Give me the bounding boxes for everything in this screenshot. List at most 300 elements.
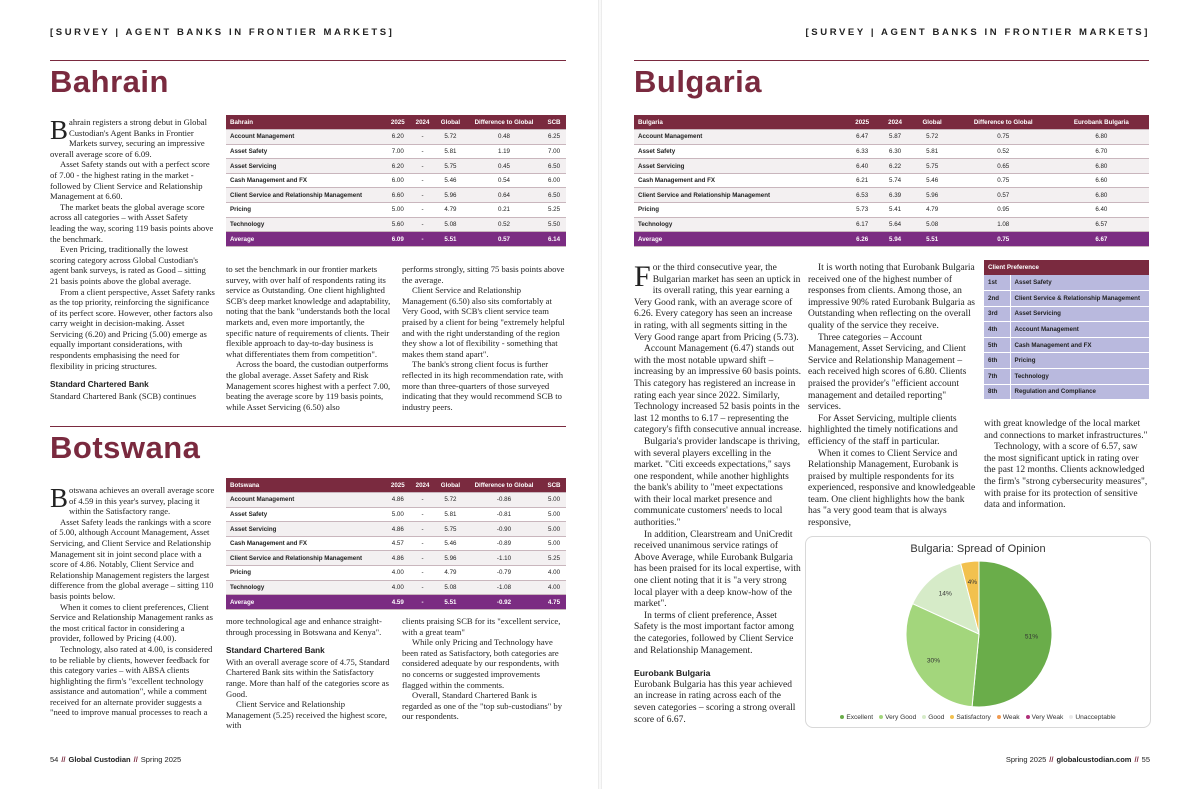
table-cell: 6.00 bbox=[385, 173, 410, 188]
table-cell: 5.75 bbox=[435, 522, 466, 537]
legend-label: Very Weak bbox=[1031, 714, 1064, 721]
column-header: Bulgaria bbox=[634, 115, 846, 130]
paragraph: Bulgaria's provider landscape is thriving, with several players excelling in the market. "Citi exceeds expectations," says one respondent, while another highlights the bank's ability to "meet expectations with their local market presence and communicate customers' needs to local authorities." bbox=[634, 436, 801, 529]
table-cell: 0.64 bbox=[466, 188, 542, 203]
table-row bbox=[634, 159, 1149, 174]
table-cell: - bbox=[410, 493, 435, 508]
table-cell: Account Management bbox=[226, 493, 385, 508]
table-cell: 0.48 bbox=[466, 130, 542, 145]
table-cell: 5.00 bbox=[542, 536, 566, 551]
preference-category: Technology bbox=[1010, 369, 1149, 385]
preference-rank: 2nd bbox=[984, 291, 1010, 307]
page-number: 55 bbox=[1141, 755, 1150, 764]
table-cell: 4.86 bbox=[385, 551, 410, 566]
table-cell: 6.80 bbox=[1054, 130, 1149, 145]
table-cell: 4.59 bbox=[385, 595, 410, 610]
issue-date: Spring 2025 bbox=[1005, 755, 1047, 764]
legend-swatch bbox=[922, 715, 926, 719]
table-cell: Technology bbox=[634, 217, 846, 232]
table-row bbox=[634, 173, 1149, 188]
table-cell: -1.10 bbox=[466, 551, 542, 566]
table-cell: 4.79 bbox=[435, 203, 466, 218]
average-row bbox=[226, 595, 566, 610]
bulgaria-title: Bulgaria bbox=[634, 64, 763, 99]
bulgaria-score-table bbox=[634, 115, 1149, 247]
table-cell: 6.22 bbox=[879, 159, 912, 174]
pie-chart bbox=[806, 537, 1152, 729]
column-header: 2024 bbox=[410, 115, 435, 130]
legend-item bbox=[922, 714, 944, 721]
average-row bbox=[634, 232, 1149, 247]
table-cell: 6.80 bbox=[1054, 159, 1149, 174]
table-cell: - bbox=[410, 595, 435, 610]
table-row bbox=[226, 493, 566, 508]
table-cell: 0.75 bbox=[953, 232, 1054, 247]
table-cell: 7.00 bbox=[542, 144, 566, 159]
paragraph: The bank's strong client focus is further reflected in its high recommendation rate, with more than three-quarters of those surveyed indicating that they would recommend SCB to industry peers. bbox=[402, 359, 564, 412]
table-cell: 7.00 bbox=[385, 144, 410, 159]
table-cell: 4.75 bbox=[542, 595, 566, 610]
page-number: 54 bbox=[50, 755, 59, 764]
paragraph: Asset Safety leads the rankings with a score of 5.00, although Account Management, Asset Servicing, and Client Service and Relationship Management sit in joint second place with a score of 4.86. Notably, Client Service and Relationship Management registers the largest difference from the global average – sitting 110 basis points below. bbox=[50, 516, 214, 601]
table-cell: 5.51 bbox=[435, 232, 466, 247]
issue-date: Spring 2025 bbox=[140, 755, 182, 764]
table-cell: - bbox=[410, 536, 435, 551]
legend-swatch bbox=[950, 715, 954, 719]
table-cell: Asset Servicing bbox=[226, 522, 385, 537]
column-header: Difference to Global bbox=[466, 478, 542, 493]
table-cell: 6.40 bbox=[846, 159, 879, 174]
paragraph: With an overall average score of 4.75, Standard Chartered Bank sits within the Satisfactory range. More than half of the categories score as Good. bbox=[226, 656, 390, 699]
bulgaria-column-1 bbox=[634, 260, 802, 726]
preference-rank: 5th bbox=[984, 337, 1010, 353]
legend-label: Good bbox=[928, 714, 945, 721]
table-cell: 6.60 bbox=[1054, 173, 1149, 188]
slice-label: 4% bbox=[967, 578, 978, 586]
table-cell: 0.45 bbox=[466, 159, 542, 174]
table-cell: 6.67 bbox=[1054, 232, 1149, 247]
slice-label: 30% bbox=[926, 657, 941, 665]
table-cell: Client Service and Relationship Management bbox=[226, 188, 385, 203]
column-header: 2024 bbox=[879, 115, 912, 130]
table-cell: Cash Management and FX bbox=[634, 173, 846, 188]
table-cell: 5.00 bbox=[542, 493, 566, 508]
paragraph: clients praising SCB for its "excellent service, with a great team" bbox=[402, 616, 561, 637]
paragraph: more technological age and enhance straight-through processing in Botswana and Kenya". bbox=[226, 616, 382, 637]
table-cell: 5.64 bbox=[879, 217, 912, 232]
table-cell: 4.00 bbox=[385, 566, 410, 581]
table-cell: 0.57 bbox=[466, 232, 542, 247]
table-cell: -0.89 bbox=[466, 536, 542, 551]
table-cell: Asset Safety bbox=[634, 144, 846, 159]
column-header: Botswana bbox=[226, 478, 385, 493]
preference-category: Regulation and Compliance bbox=[1010, 384, 1149, 400]
bahrain-column-2 bbox=[226, 264, 391, 412]
running-header-left: [SURVEY | AGENT BANKS IN FRONTIER MARKETS] bbox=[50, 27, 395, 38]
table-cell: 1.19 bbox=[466, 144, 542, 159]
preference-row bbox=[984, 306, 1149, 322]
table-cell: -0.86 bbox=[466, 493, 542, 508]
table-row bbox=[634, 130, 1149, 145]
preference-rank: 6th bbox=[984, 353, 1010, 369]
botswana-column-1 bbox=[50, 485, 215, 718]
table-cell: 6.33 bbox=[846, 144, 879, 159]
table-row bbox=[634, 188, 1149, 203]
table-cell: 5.96 bbox=[912, 188, 953, 203]
table-cell: 4.79 bbox=[435, 566, 466, 581]
table-cell: Account Management bbox=[226, 130, 385, 145]
table-cell: 5.72 bbox=[435, 130, 466, 145]
client-preference-table bbox=[984, 260, 1149, 400]
paragraph: Client Service and Relationship Management (6.50) also sits comfortably at Very Good, with SCB's client service team praised by a client for being "extremely helpful and with the right understanding of the region they show a lot of flexibility - something that makes them stand apart". bbox=[402, 285, 565, 359]
table-cell: 6.20 bbox=[385, 159, 410, 174]
paragraph: Account Management (6.47) stands out with the most notable upward shift – increasing by an impressive 60 basis points. This category has registered an increase in rating each year since 2022. Similarly, Technology increased 52 basis points in the last 12 months to 6.17 – representing the category's fifth consecutive annual increase. bbox=[634, 344, 802, 436]
table-cell: - bbox=[410, 203, 435, 218]
average-row bbox=[226, 232, 566, 247]
botswana-column-2 bbox=[226, 616, 391, 731]
table-cell: -0.81 bbox=[466, 507, 542, 522]
legend-label: Unacceptable bbox=[1075, 714, 1116, 721]
paragraph: Client Service and Relationship Management (5.25) received the highest score, with bbox=[226, 699, 388, 731]
legend-item bbox=[879, 714, 916, 721]
section-rule bbox=[634, 60, 1149, 61]
column-header: Global bbox=[912, 115, 953, 130]
table-cell: 4.86 bbox=[385, 522, 410, 537]
table-cell: 6.00 bbox=[542, 173, 566, 188]
table-cell: - bbox=[410, 217, 435, 232]
legend-label: Excellent bbox=[846, 714, 874, 721]
paragraph: It is worth noting that Eurobank Bulgaria received one of the highest number of responses from clients. Among those, an impressive 90% rated Eurobank Bulgaria as Outstanding when reflecting on the overall quality of the service they receive. bbox=[808, 263, 975, 331]
paragraph: Asset Safety stands out with a perfect score of 7.00 - the highest rating in the market - followed by Client Service and Relationship Management at 6.60. bbox=[50, 159, 210, 202]
table-cell: 0.75 bbox=[953, 173, 1054, 188]
paragraph: Even Pricing, traditionally the lowest scoring category across Global Custodian's agent bank surveys, is rated as Good – sitting 21 basis points above the global average. bbox=[50, 244, 206, 286]
botswana-title: Botswana bbox=[50, 430, 201, 465]
table-cell: - bbox=[410, 188, 435, 203]
table-cell: 5.08 bbox=[435, 217, 466, 232]
paragraph: For Asset Servicing, multiple clients highlighted the timely notifications and efficiency of the staff in particular. bbox=[808, 413, 958, 447]
chart-legend bbox=[806, 714, 1150, 721]
preference-category: Client Service & Relationship Management bbox=[1010, 291, 1149, 307]
table-cell: 5.87 bbox=[879, 130, 912, 145]
column-header: Global bbox=[435, 115, 466, 130]
table-cell: - bbox=[410, 232, 435, 247]
chart-title: Bulgaria: Spread of Opinion bbox=[910, 543, 1046, 555]
paragraph: performs strongly, sitting 75 basis points above the average. bbox=[402, 264, 565, 285]
table-row bbox=[226, 522, 566, 537]
table-cell: 0.57 bbox=[953, 188, 1054, 203]
table-cell: 6.57 bbox=[1054, 217, 1149, 232]
table-cell: 5.60 bbox=[385, 217, 410, 232]
table-cell: 6.25 bbox=[542, 130, 566, 145]
paragraph: In terms of client preference, Asset Safety is the most important factor among the categories, followed by Client Service and Relationship Management. bbox=[634, 610, 794, 656]
table-cell: 0.52 bbox=[953, 144, 1054, 159]
column-header: Difference to Global bbox=[953, 115, 1054, 130]
table-cell: - bbox=[410, 551, 435, 566]
table-cell: Asset Servicing bbox=[226, 159, 385, 174]
table-row bbox=[226, 551, 566, 566]
table-cell: 5.00 bbox=[542, 507, 566, 522]
table-row bbox=[226, 566, 566, 581]
legend-swatch bbox=[1069, 715, 1073, 719]
subheading: Eurobank Bulgaria bbox=[634, 668, 711, 679]
table-cell: 6.26 bbox=[846, 232, 879, 247]
table-cell: 5.75 bbox=[912, 159, 953, 174]
table-cell: Cash Management and FX bbox=[226, 536, 385, 551]
subheading: Standard Chartered Bank bbox=[50, 380, 149, 390]
table-cell: 4.00 bbox=[385, 580, 410, 595]
bulgaria-column-3 bbox=[984, 419, 1149, 512]
table-row bbox=[634, 203, 1149, 218]
table-cell: 6.47 bbox=[846, 130, 879, 145]
table-cell: 6.20 bbox=[385, 130, 410, 145]
preference-category: Account Management bbox=[1010, 322, 1149, 338]
table-cell: - bbox=[410, 144, 435, 159]
preference-category: Cash Management and FX bbox=[1010, 337, 1149, 353]
paragraph: Three categories – Account Management, Asset Servicing, and Client Service and Relationship Management – each received high scores of 6.80. Clients praised the provider's "efficient account management and detailed reporting" services. bbox=[808, 332, 967, 413]
table-cell: 6.09 bbox=[385, 232, 410, 247]
table-cell: 5.25 bbox=[542, 203, 566, 218]
table-cell: Average bbox=[226, 232, 385, 247]
table-row bbox=[226, 144, 566, 159]
preference-rank: 1st bbox=[984, 275, 1010, 291]
table-cell: 5.50 bbox=[542, 217, 566, 232]
table-cell: 5.46 bbox=[435, 173, 466, 188]
running-header-right: [SURVEY | AGENT BANKS IN FRONTIER MARKETS] bbox=[805, 27, 1150, 38]
column-header: Eurobank Bulgaria bbox=[1054, 115, 1149, 130]
paragraph: The market beats the global average score across all categories – with Asset Safety leading the way, scoring 119 basis points above the benchmark. bbox=[50, 201, 214, 244]
table-cell: 0.52 bbox=[466, 217, 542, 232]
table-row bbox=[226, 188, 566, 203]
paragraph: Standard Chartered Bank (SCB) continues bbox=[50, 390, 197, 401]
table-cell: -0.90 bbox=[466, 522, 542, 537]
table-cell: 6.30 bbox=[879, 144, 912, 159]
table-cell: 5.73 bbox=[846, 203, 879, 218]
table-cell: 6.70 bbox=[1054, 144, 1149, 159]
table-row bbox=[226, 536, 566, 551]
paragraph: Overall, Standard Chartered Bank is regarded as one of the "top sub-custodians" by our respondents. bbox=[402, 690, 562, 722]
table-cell: 6.50 bbox=[542, 188, 566, 203]
preference-row bbox=[984, 291, 1149, 307]
table-cell: -0.79 bbox=[466, 566, 542, 581]
table-cell: Asset Safety bbox=[226, 507, 385, 522]
table-cell: 5.96 bbox=[435, 551, 466, 566]
preference-rank: 7th bbox=[984, 369, 1010, 385]
table-cell: 5.81 bbox=[912, 144, 953, 159]
preference-category: Pricing bbox=[1010, 353, 1149, 369]
table-cell: Client Service and Relationship Management bbox=[634, 188, 846, 203]
column-header: SCB bbox=[542, 115, 566, 130]
table-cell: 1.08 bbox=[953, 217, 1054, 232]
bahrain-column-1 bbox=[50, 117, 215, 401]
legend-swatch bbox=[997, 715, 1001, 719]
column-header: Bahrain bbox=[226, 115, 385, 130]
table-cell: 0.65 bbox=[953, 159, 1054, 174]
preference-rank: 4th bbox=[984, 322, 1010, 338]
table-cell: 5.41 bbox=[879, 203, 912, 218]
table-cell: - bbox=[410, 566, 435, 581]
table-row bbox=[226, 159, 566, 174]
slice-label: 14% bbox=[938, 590, 952, 598]
table-cell: -0.92 bbox=[466, 595, 542, 610]
table-cell: 5.46 bbox=[912, 173, 953, 188]
table-cell: 6.39 bbox=[879, 188, 912, 203]
drop-cap: B bbox=[50, 483, 69, 513]
slice-label: 51% bbox=[1024, 633, 1039, 641]
drop-cap: B bbox=[50, 115, 69, 145]
table-row bbox=[226, 173, 566, 188]
table-cell: - bbox=[410, 522, 435, 537]
legend-label: Very Good bbox=[885, 714, 917, 721]
table-cell: Cash Management and FX bbox=[226, 173, 385, 188]
table-cell: Pricing bbox=[634, 203, 846, 218]
table-cell: 6.40 bbox=[1054, 203, 1149, 218]
table-cell: 5.25 bbox=[542, 551, 566, 566]
table-cell: Account Management bbox=[634, 130, 846, 145]
table-cell: 6.53 bbox=[846, 188, 879, 203]
table-cell: 5.46 bbox=[435, 536, 466, 551]
publication-name: Global Custodian bbox=[68, 755, 131, 764]
table-cell: 0.95 bbox=[953, 203, 1054, 218]
table-cell: Asset Servicing bbox=[634, 159, 846, 174]
table-cell: 6.60 bbox=[385, 188, 410, 203]
table-cell: 4.57 bbox=[385, 536, 410, 551]
table-cell: 5.94 bbox=[879, 232, 912, 247]
column-header: Difference to Global bbox=[466, 115, 542, 130]
table-cell: Client Service and Relationship Management bbox=[226, 551, 385, 566]
bulgaria-column-2 bbox=[808, 263, 976, 530]
table-cell: 6.21 bbox=[846, 173, 879, 188]
legend-item bbox=[1026, 714, 1064, 721]
legend-swatch bbox=[1026, 715, 1030, 719]
table-row bbox=[226, 507, 566, 522]
table-cell: 6.80 bbox=[1054, 188, 1149, 203]
preference-row bbox=[984, 353, 1149, 369]
table-cell: 6.14 bbox=[542, 232, 566, 247]
preference-rank: 8th bbox=[984, 384, 1010, 400]
drop-cap: F bbox=[634, 260, 651, 293]
paragraph: Across the board, the custodian outperforms the global average. Asset Safety and Risk Management scores highest with a perfect 7.00, beating the average score by 119 basis points, while Asset Servicing (6.50) also bbox=[226, 359, 391, 412]
legend-swatch bbox=[840, 715, 844, 719]
paragraph: In addition, Clearstream and UniCredit received unanimous service ratings of Above Average, while Eurobank Bulgaria has been praised for its local expertise, with one client noting that it is "a very strong local player with a deep know-how of the market". bbox=[634, 529, 801, 610]
table-cell: 4.00 bbox=[542, 580, 566, 595]
table-cell: - bbox=[410, 580, 435, 595]
table-cell: 5.00 bbox=[385, 507, 410, 522]
paragraph: When it comes to Client Service and Relationship Management, Eurobank is praised by multiple respondents for its experienced, responsive and knowledgeable team. One client highlights how the bank has "a very good team that is always responsive, bbox=[808, 448, 976, 529]
paragraph: to set the benchmark in our frontier markets survey, with over half of respondents rating its service as Outstanding. One client highlighted SCB's deep market knowledge and adaptability, noting that the bank "understands both the local markets and, even more importantly, the specific nature of requirements of clients. Their flexible approach to day-to-day business is what differentiates them from competition". bbox=[226, 264, 391, 359]
paragraph: with great knowledge of the local market and connections to market infrastructures." bbox=[984, 419, 1148, 441]
table-cell: Technology bbox=[226, 217, 385, 232]
paragraph: otswana achieves an overall average score of 4.59 in this year's survey, placing it within the Satisfactory range. bbox=[69, 485, 215, 517]
table-row bbox=[634, 217, 1149, 232]
table-cell: 5.51 bbox=[435, 595, 466, 610]
table-cell: 5.08 bbox=[435, 580, 466, 595]
paragraph: While only Pricing and Technology have been rated as Satisfactory, both categories are considered adequate by our respondents, with no concerns or suggested improvements flagged within the comments. bbox=[402, 637, 560, 690]
paragraph: When it comes to client preferences, Client Service and Relationship Management ranks as the most critical factor in considering a provider, followed by Pricing (4.00). bbox=[50, 601, 213, 644]
preference-category: Asset Servicing bbox=[1010, 306, 1149, 322]
table-row bbox=[226, 217, 566, 232]
paragraph: or the third consecutive year, the Bulgarian market has seen an uptick in its overall rating, this year earning a Very Good rank, with an average score of 6.26. Every category has seen an increase in rating, with all segments sitting in the Very Good range apart from Pricing (5.73). bbox=[634, 263, 801, 343]
legend-item bbox=[950, 714, 990, 721]
column-header: Global bbox=[435, 478, 466, 493]
preference-category: Asset Safety bbox=[1010, 275, 1149, 291]
bahrain-score-table bbox=[226, 115, 566, 247]
paragraph: Technology, also rated at 4.00, is considered to be reliable by clients, however feedback for this category varies – with ABSA clients highlighting the firm's "excellent technology assistance and automation", while a comment received for an alternate provider suggests a "need to improve manual processes to reach a bbox=[50, 643, 213, 718]
legend-label: Weak bbox=[1002, 714, 1020, 721]
preference-header: Client Preference bbox=[984, 260, 1149, 275]
spread-of-opinion-chart bbox=[805, 536, 1151, 728]
table-cell: 5.74 bbox=[879, 173, 912, 188]
footer-right: Spring 2025 // globalcustodian.com // 55 bbox=[1005, 755, 1150, 764]
paragraph: ahrain registers a strong debut in Global Custodian's Agent Banks in Frontier Markets survey, securing an impressive overall average score of 6.09. bbox=[50, 117, 207, 159]
table-cell: 5.81 bbox=[435, 144, 466, 159]
subheading: Standard Chartered Bank bbox=[226, 646, 325, 656]
bahrain-title: Bahrain bbox=[50, 64, 169, 99]
table-cell: Pricing bbox=[226, 566, 385, 581]
column-header: 2025 bbox=[385, 478, 410, 493]
legend-item bbox=[1069, 714, 1115, 721]
paragraph: Technology, with a score of 6.57, saw the most significant uptick in rating over the past 12 months. Clients acknowledged the firm's "strong cybersecurity measures", with praise for its protection of sensitive data and information. bbox=[984, 442, 1148, 511]
table-row bbox=[226, 130, 566, 145]
paragraph: Eurobank Bulgaria has this year achieved an increase in rating across each of the seven categories – scoring a strong overall score of 6.67. bbox=[634, 679, 796, 725]
bahrain-column-3 bbox=[402, 264, 567, 412]
preference-row bbox=[984, 369, 1149, 385]
column-header: 2024 bbox=[410, 478, 435, 493]
legend-item bbox=[840, 714, 873, 721]
column-header: 2025 bbox=[385, 115, 410, 130]
table-cell: - bbox=[410, 159, 435, 174]
table-cell: 5.08 bbox=[912, 217, 953, 232]
table-row bbox=[226, 203, 566, 218]
footer-left: 54 // Global Custodian // Spring 2025 bbox=[50, 755, 182, 764]
table-cell: -1.08 bbox=[466, 580, 542, 595]
right-page bbox=[600, 0, 1200, 789]
table-cell: 5.00 bbox=[542, 522, 566, 537]
table-cell: 5.72 bbox=[435, 493, 466, 508]
pie-slice-excellent bbox=[972, 561, 1052, 707]
table-cell: 5.51 bbox=[912, 232, 953, 247]
preference-rank: 3rd bbox=[984, 306, 1010, 322]
table-cell: 4.79 bbox=[912, 203, 953, 218]
legend-item bbox=[997, 714, 1020, 721]
table-row bbox=[226, 580, 566, 595]
table-cell: Technology bbox=[226, 580, 385, 595]
table-cell: 5.96 bbox=[435, 188, 466, 203]
legend-swatch bbox=[879, 715, 883, 719]
table-cell: 5.81 bbox=[435, 507, 466, 522]
botswana-column-3 bbox=[402, 616, 567, 722]
column-header: SCB bbox=[542, 478, 566, 493]
table-cell: Pricing bbox=[226, 203, 385, 218]
table-cell: - bbox=[410, 507, 435, 522]
preference-row bbox=[984, 384, 1149, 400]
botswana-score-table bbox=[226, 478, 566, 610]
table-cell: Average bbox=[634, 232, 846, 247]
preference-row bbox=[984, 337, 1149, 353]
table-cell: 0.75 bbox=[953, 130, 1054, 145]
preference-row bbox=[984, 322, 1149, 338]
legend-label: Satisfactory bbox=[956, 714, 991, 721]
table-cell: 6.17 bbox=[846, 217, 879, 232]
table-cell: 5.72 bbox=[912, 130, 953, 145]
table-cell: 5.75 bbox=[435, 159, 466, 174]
section-rule bbox=[50, 426, 566, 427]
column-header: 2025 bbox=[846, 115, 879, 130]
table-cell: Asset Safety bbox=[226, 144, 385, 159]
table-cell: 4.00 bbox=[542, 566, 566, 581]
table-cell: - bbox=[410, 173, 435, 188]
table-cell: 6.50 bbox=[542, 159, 566, 174]
paragraph: From a client perspective, Asset Safety ranks as the top priority, reinforcing the significance of its perfect score. However, other factors also carry weight in decision-making. Asset Servicing (6.20) and Pricing (5.00) emerge as equally important considerations, with respondents emphasising the need for flexibility in pricing structures. bbox=[50, 286, 215, 371]
